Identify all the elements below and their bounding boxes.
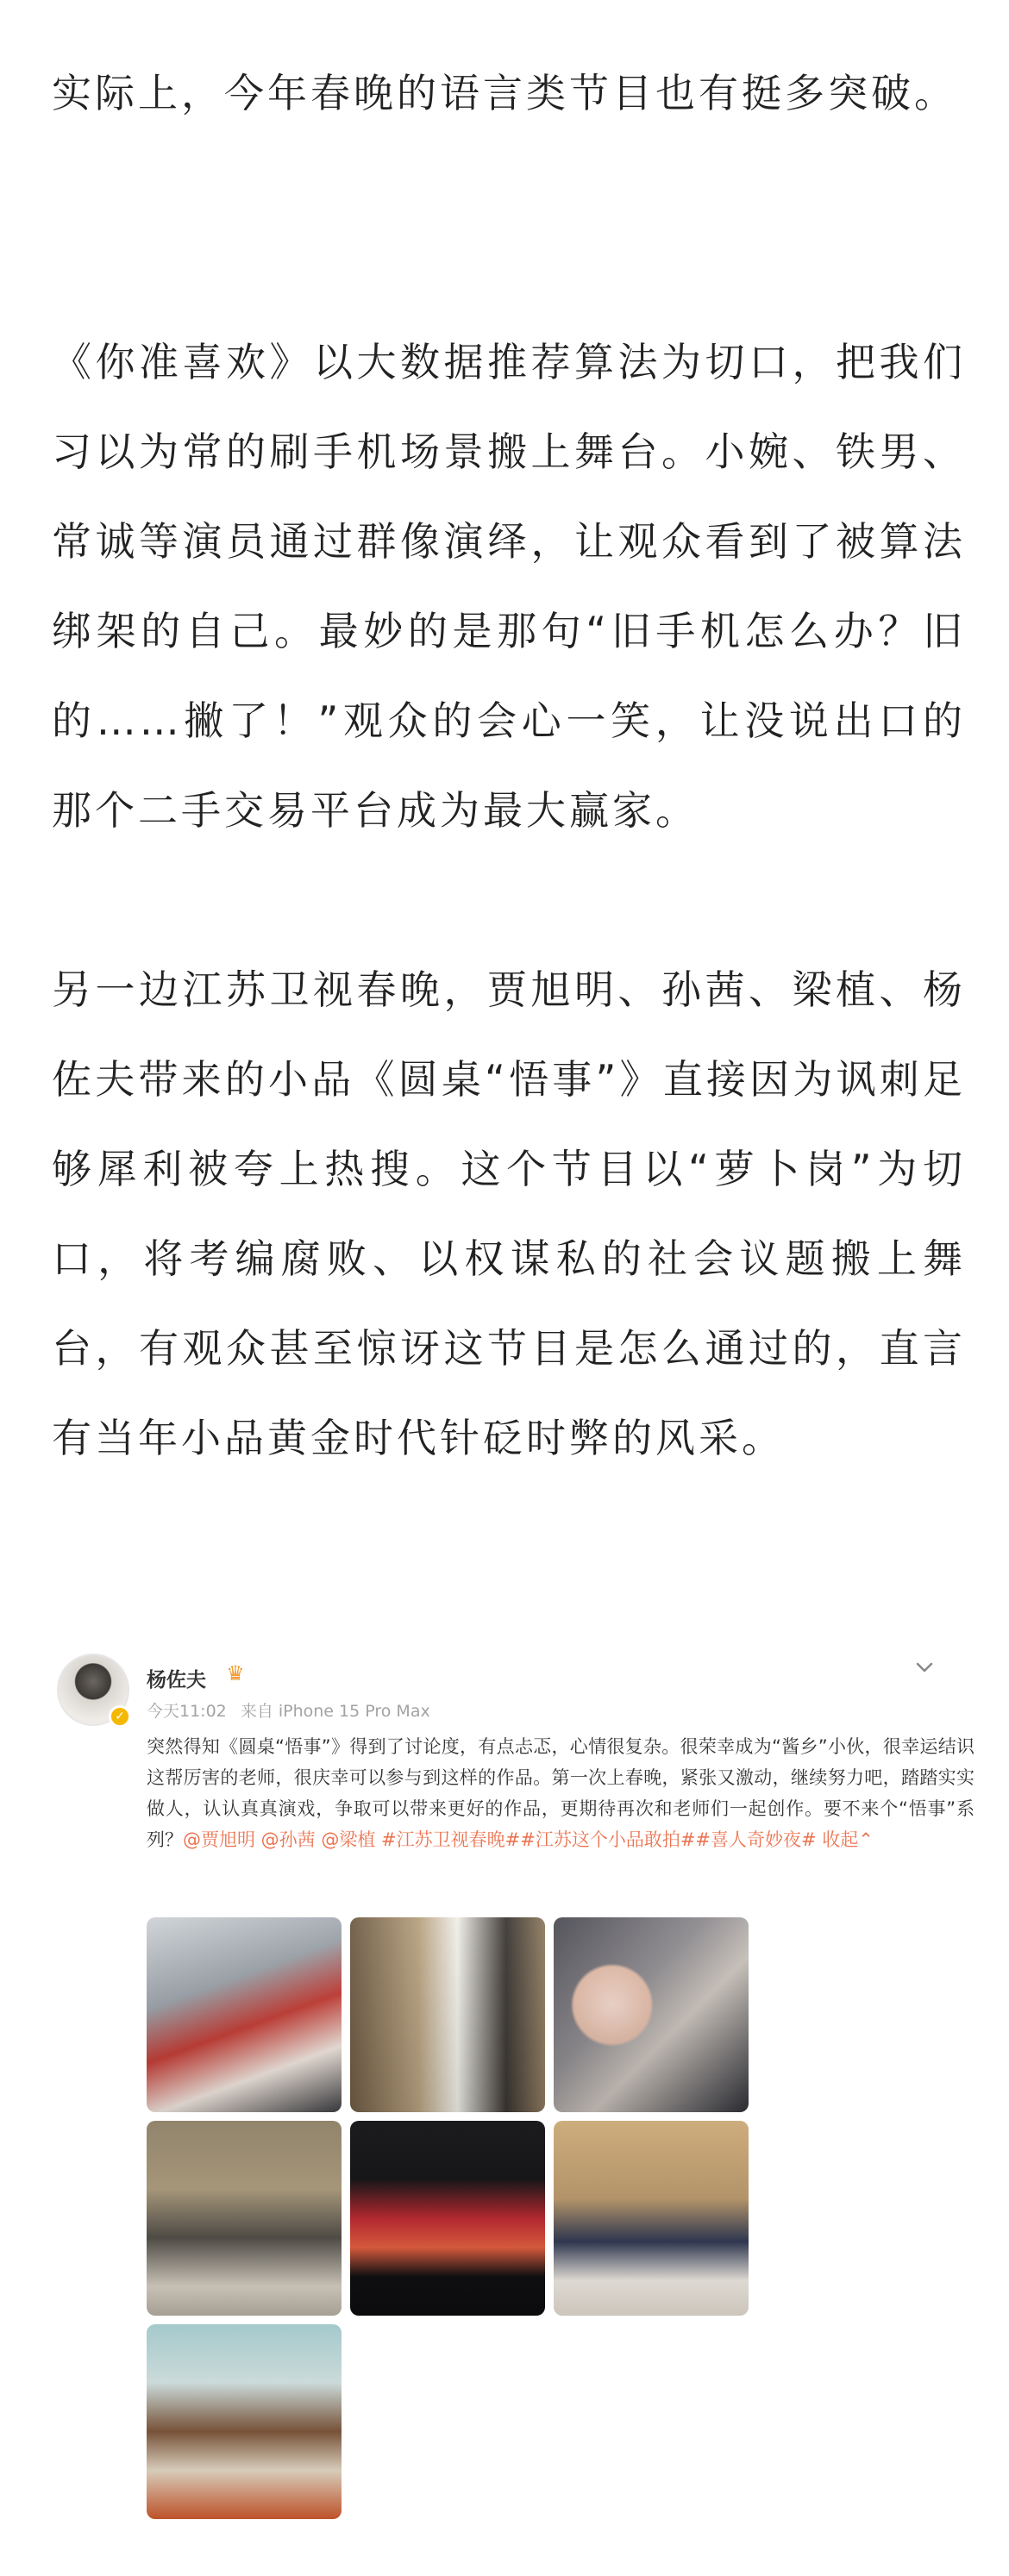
avatar[interactable] [57,1654,129,1726]
weibo-post-card [52,1645,975,2542]
post-username[interactable]: 杨佐夫 [147,1669,206,1691]
photo-thumbnail[interactable] [147,2121,342,2316]
article-body [52,48,966,1572]
post-mentions[interactable]: @贾旭明 @孙茜 @梁植 [183,1829,382,1850]
photo-thumbnail[interactable] [350,1917,545,2112]
post-hashtags[interactable]: #江苏卫视春晚##江苏这个小品敢拍##喜人奇妙夜# [381,1829,823,1850]
crown-badge-icon: ♛ [226,1661,245,1685]
post-source: 来自 iPhone 15 Pro Max [240,1702,430,1721]
photo-thumbnail[interactable] [350,2121,545,2316]
photo-thumbnail[interactable] [147,2324,342,2519]
paragraph-2: 《你准喜欢》以大数据推荐算法为切口，把我们习以为常的刷手机场景搬上舞台。小婉、铁男、常诚等演员通过群像演绎，让观众看到了被算法绑架的自己。最妙的是那句“旧手机怎么办？旧的……撇了！”观众的会心一笑，让没说出口的那个二手交易平台成为最大赢家。 [52,339,966,834]
verified-icon: ✓ [109,1705,131,1728]
collapse-label: 收起 [822,1829,859,1850]
chevron-up-icon: ⌃ [858,1829,874,1850]
post-text [147,1731,975,1855]
post-meta [147,1698,439,1722]
post-text-main: 突然得知《圆桌“悟事”》得到了讨论度，有点忐忑，心情很复杂。很荣幸成为“酱乡”小伙，很幸运结识这帮厉害的老师，很庆幸可以参与到这样的作品。第一次上春晚，紧张又激动，继续努力吧，踏踏实实做人，认认真真演戏，争取可以带来更好的作品，更期待再次和老师们一起创作。要不来个“悟事”系列？ [147,1736,975,1850]
paragraph-1: 实际上，今年春晚的语言类节目也有挺多突破。 [52,70,957,116]
post-time: 今天11:02 [147,1702,227,1721]
paragraph-3: 另一边江苏卫视春晚，贾旭明、孙茜、梁植、杨佐夫带来的小品《圆桌“悟事”》直接因为讽刺足够犀利被夸上热搜。这个节目以“萝卜岗”为切口，将考编腐败、以权谋私的社会议题搬上舞台，有观众甚至惊讶这节目是怎么通过的，直言有当年小品黄金时代针砭时弊的风采。 [52,966,966,1461]
photo-thumbnail[interactable] [554,1917,749,2112]
photo-thumbnail[interactable] [147,1917,342,2112]
collapse-link[interactable] [822,1829,874,1850]
chevron-down-icon[interactable] [909,1652,940,1683]
photo-thumbnail[interactable] [554,2121,749,2316]
